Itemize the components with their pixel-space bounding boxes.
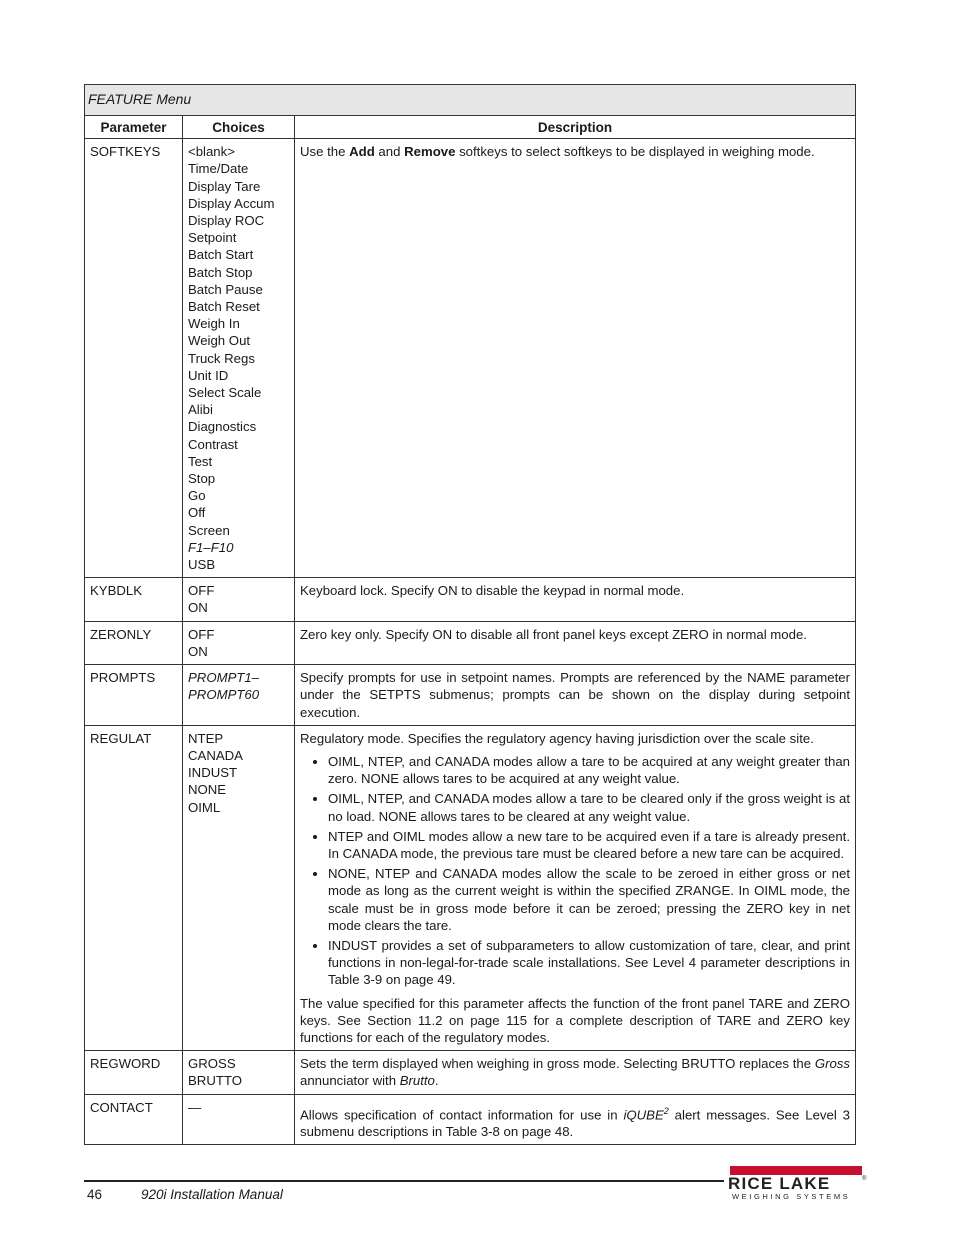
choice-item: ON xyxy=(188,643,208,659)
choice-item: Weigh In xyxy=(188,316,240,332)
param-contact: CONTACT xyxy=(85,1094,183,1145)
choice-item: Time/Date xyxy=(188,161,249,177)
choice-item: Display Tare xyxy=(188,178,261,194)
choice-item: Contrast xyxy=(188,436,238,452)
desc-bullet: • INDUST provides a set of subparameters to allow customization of tare, clear, and print functions in non-legal-for-trade scale installations. See Level 4 parameter descriptions in Table 3-9 on page 49. xyxy=(328,937,850,989)
table-row xyxy=(85,665,856,726)
choice-item: NTEP xyxy=(188,730,224,746)
param-prompts: PROMPTS xyxy=(85,665,183,726)
table-title: FEATURE Menu xyxy=(85,85,856,116)
desc-bullet: • NONE, NTEP and CANADA modes allow the scale to be zeroed in either gross or net mode as long as the current weight is within the specified ZRANGE. In OIML mode, the scale must be in gross mode before it can be zeroed; pressing the ZERO key in net mode clears the tare. xyxy=(328,865,850,934)
table-row xyxy=(85,1094,856,1145)
choice-item: Weigh Out xyxy=(188,333,251,349)
header-description: Description xyxy=(295,116,856,139)
choices-softkeys xyxy=(183,139,295,578)
choice-item: Diagnostics xyxy=(188,419,257,435)
param-kybdlk: KYBDLK xyxy=(85,578,183,621)
desc-text: alert messages. See Level 3 submenu descriptions in Table 3-8 on page 48. xyxy=(300,1106,850,1140)
param-softkeys: SOFTKEYS xyxy=(85,139,183,578)
choice-item: OIML xyxy=(188,799,221,815)
desc-contact xyxy=(295,1094,856,1145)
table-row xyxy=(85,578,856,621)
choice-item: NONE xyxy=(188,782,227,798)
choice-item: OFF xyxy=(188,583,215,599)
choice-item: F1–F10 xyxy=(188,539,234,555)
table-header-row xyxy=(85,116,856,139)
rice-lake-logo xyxy=(728,1166,868,1202)
desc-intro: Regulatory mode. Specifies the regulatory agency having jurisdiction over the scale site. xyxy=(300,730,814,746)
table-title-row xyxy=(85,85,856,116)
choice-item: CANADA xyxy=(188,747,243,763)
logo-registered-mark: ® xyxy=(862,1176,867,1182)
desc-bullet: • OIML, NTEP, and CANADA modes allow a tare to be acquired at any weight greater than zero. NONE allows tares to be acquired at any weight value. xyxy=(328,753,850,787)
choice-item: OFF xyxy=(188,626,215,642)
choice-item: Select Scale xyxy=(188,385,262,401)
choice-item: Screen xyxy=(188,522,230,538)
choices-prompts xyxy=(183,665,295,726)
desc-bold-add: Add xyxy=(349,144,375,160)
desc-italic-brutto: Brutto xyxy=(399,1073,435,1089)
choices-regword xyxy=(183,1051,295,1094)
desc-text: . xyxy=(434,1073,439,1089)
choice-item: Truck Regs xyxy=(188,350,255,366)
choice-item: Batch Reset xyxy=(188,299,260,315)
desc-text: Sets the term displayed when weighing in gross mode. Selecting BRUTTO replaces the xyxy=(300,1056,815,1072)
logo-subtext: WEIGHING SYSTEMS xyxy=(732,1192,851,1201)
desc-bullet: • OIML, NTEP, and CANADA modes allow a tare to be cleared only if the gross weight is at no load. NONE allows tares to be cleared at any weight value. xyxy=(328,790,850,824)
table-row xyxy=(85,1051,856,1094)
footer-manual-title: 920i Installation Manual xyxy=(141,1187,283,1202)
choice-item: INDUST xyxy=(188,765,238,781)
desc-bullet: • NTEP and OIML modes allow a new tare to be acquired even if a tare is already present. In CANADA mode, the previous tare must be cleared before a new tare can be acquired. xyxy=(328,828,850,862)
choice-item: PROMPT60 xyxy=(188,687,260,703)
desc-prompts: Specify prompts for use in setpoint names. Prompts are referenced by the NAME parameter under the SETPTS submenus; prompts can be shown on the display during setpoint execution. xyxy=(295,665,856,726)
table-row xyxy=(85,725,856,1050)
choices-contact xyxy=(183,1094,295,1145)
choice-item: Display ROC xyxy=(188,213,265,229)
param-regulat: REGULAT xyxy=(85,725,183,1050)
desc-text: Allows specification of contact information for use in xyxy=(300,1106,624,1122)
desc-bold-remove: Remove xyxy=(404,144,456,160)
footer-page-number: 46 xyxy=(87,1187,103,1202)
choices-regulat xyxy=(183,725,295,1050)
desc-text: and xyxy=(374,144,405,160)
table-row xyxy=(85,621,856,664)
desc-text: softkeys to select softkeys to be displayed in weighing mode. xyxy=(455,144,815,160)
param-regword: REGWORD xyxy=(85,1051,183,1094)
choice-item: Go xyxy=(188,488,206,504)
choice-item: Setpoint xyxy=(188,230,237,246)
choice-item: GROSS xyxy=(188,1056,236,1072)
desc-outro: The value specified for this parameter affects the function of the front panel TARE and ZERO keys. See Section 11.2 on page 115 for a complete description of TARE and ZERO key functions for each of the regulatory modes. xyxy=(300,995,850,1045)
logo-text: RICE LAKE xyxy=(728,1174,831,1193)
desc-softkeys xyxy=(295,139,856,578)
choice-item: Batch Pause xyxy=(188,281,263,297)
choice-item: PROMPT1– xyxy=(188,670,260,686)
desc-superscript: 2 xyxy=(663,1105,669,1116)
desc-text: Use the xyxy=(300,144,350,160)
choices-kybdlk xyxy=(183,578,295,621)
desc-text: annunciator with xyxy=(300,1073,400,1089)
header-choices: Choices xyxy=(183,116,295,139)
desc-zeronly: Zero key only. Specify ON to disable all front panel keys except ZERO in normal mode. xyxy=(295,621,856,664)
choice-item: — xyxy=(188,1099,202,1115)
choice-item: BRUTTO xyxy=(188,1073,242,1089)
table-row xyxy=(85,139,856,578)
choice-item: Stop xyxy=(188,471,216,487)
desc-regword xyxy=(295,1051,856,1094)
param-zeronly: ZERONLY xyxy=(85,621,183,664)
desc-italic-gross: Gross xyxy=(814,1056,850,1072)
choice-item: Display Accum xyxy=(188,195,275,211)
choice-item: ON xyxy=(188,600,208,616)
choice-item: Off xyxy=(188,505,206,521)
desc-regulat xyxy=(295,725,856,1050)
feature-menu-table xyxy=(84,84,856,1145)
choice-item: <blank> xyxy=(188,144,235,160)
choice-item: USB xyxy=(188,557,216,573)
choice-item: Batch Stop xyxy=(188,264,253,280)
choice-item: Alibi xyxy=(188,402,213,418)
choice-item: Unit ID xyxy=(188,367,229,383)
header-parameter: Parameter xyxy=(85,116,183,139)
footer-rule xyxy=(84,1180,724,1182)
desc-bullet-list xyxy=(300,753,850,989)
desc-kybdlk: Keyboard lock. Specify ON to disable the keypad in normal mode. xyxy=(295,578,856,621)
choice-item: Test xyxy=(188,453,213,469)
choices-zeronly xyxy=(183,621,295,664)
desc-italic-iqube: iQUBE xyxy=(623,1106,664,1122)
choice-item: Batch Start xyxy=(188,247,254,263)
